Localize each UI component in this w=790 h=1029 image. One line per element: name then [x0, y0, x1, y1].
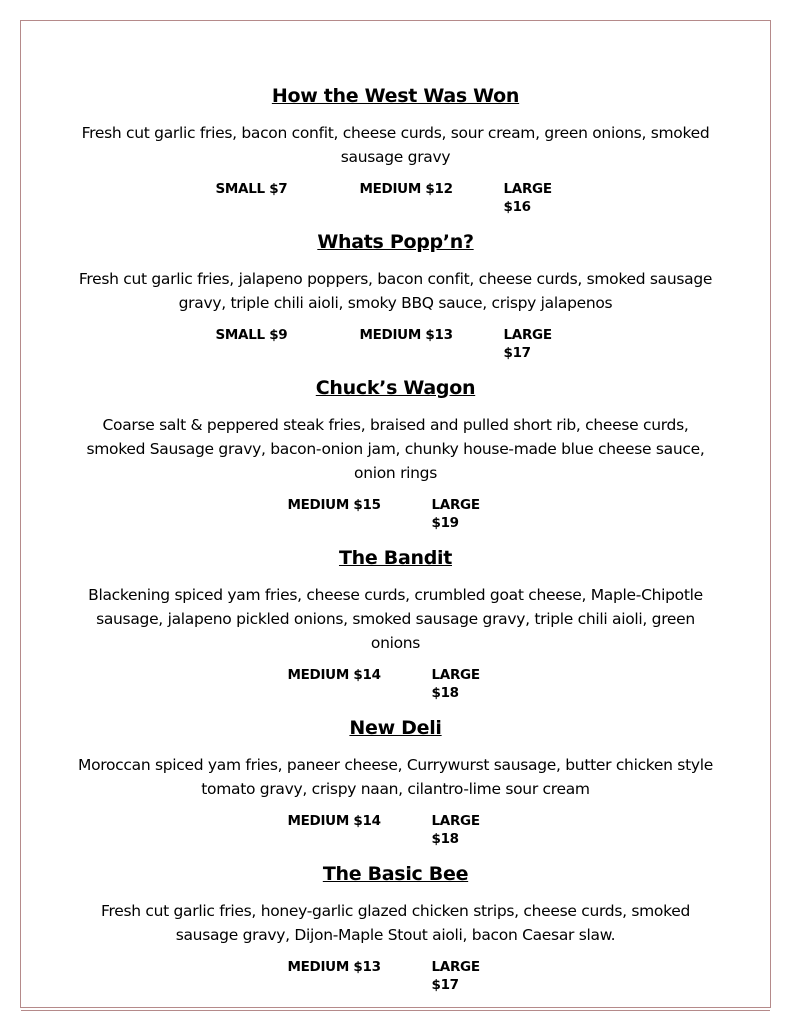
menu-item-chucks-wagon — [20, 376, 771, 532]
menu-item-description: Fresh cut garlic fries, bacon confit, cheese curds, sour cream, green onions, smoked sausage gravy — [81, 124, 710, 166]
price-medium: MEDIUM $15 — [287, 497, 381, 513]
menu-item-prices — [20, 496, 771, 532]
menu-item-how-the-west-was-won — [20, 84, 771, 216]
price-large: LARGE $17 — [431, 959, 480, 993]
menu-list — [20, 84, 771, 1008]
menu-item-title: Chuck’s Wagon — [315, 377, 476, 399]
menu-item-new-deli — [20, 716, 771, 848]
price-medium: MEDIUM $13 — [287, 959, 381, 975]
price-large: LARGE $16 — [503, 181, 552, 215]
menu-item-description: Fresh cut garlic fries, honey-garlic glazed chicken strips, cheese curds, smoked sausage gravy, Dijon-Maple Stout aioli, bacon Caesar slaw. — [100, 902, 691, 944]
menu-item-prices — [20, 326, 771, 362]
menu-item-title: The Bandit — [338, 547, 452, 569]
menu-item-prices — [20, 812, 771, 848]
menu-item-description: Fresh cut garlic fries, jalapeno poppers, bacon confit, cheese curds, smoked sausage gravy, triple chili aioli, smoky BBQ sauce, crispy jalapenos — [78, 270, 713, 312]
menu-item-title: How the West Was Won — [271, 85, 520, 107]
menu-item-title: Whats Popp’n? — [317, 231, 474, 253]
menu-item-prices — [20, 180, 771, 216]
price-large: LARGE $18 — [431, 813, 480, 847]
menu-item-description: Blackening spiced yam fries, cheese curds, crumbled goat cheese, Maple-Chipotle sausage, jalapeno pickled onions, smoked sausage gravy, triple chili aioli, green onions — [88, 586, 703, 652]
menu-item-the-bandit — [20, 546, 771, 702]
menu-item-title: New Deli — [349, 717, 442, 739]
menu-item-title: The Basic Bee — [322, 863, 469, 885]
menu-item-whats-poppn — [20, 230, 771, 362]
price-medium: MEDIUM $13 — [359, 327, 453, 343]
price-medium: MEDIUM $14 — [287, 813, 381, 829]
price-large: LARGE $17 — [503, 327, 552, 361]
menu-item-description: Moroccan spiced yam fries, paneer cheese, Currywurst sausage, butter chicken style tomato gravy, crispy naan, cilantro-lime sour cream — [78, 756, 713, 798]
menu-item-the-basic-bee — [20, 862, 771, 994]
menu-item-description: Coarse salt & peppered steak fries, braised and pulled short rib, cheese curds, smoked Sausage gravy, bacon-onion jam, chunky house-made blue cheese sauce, onion rings — [86, 416, 705, 482]
price-medium: MEDIUM $12 — [359, 181, 453, 197]
price-large: LARGE $19 — [431, 497, 480, 531]
price-small: SMALL $7 — [215, 181, 288, 197]
menu-item-prices — [20, 958, 771, 994]
price-medium: MEDIUM $14 — [287, 667, 381, 683]
menu-item-prices — [20, 666, 771, 702]
price-small: SMALL $9 — [215, 327, 288, 343]
price-large: LARGE $18 — [431, 667, 480, 701]
